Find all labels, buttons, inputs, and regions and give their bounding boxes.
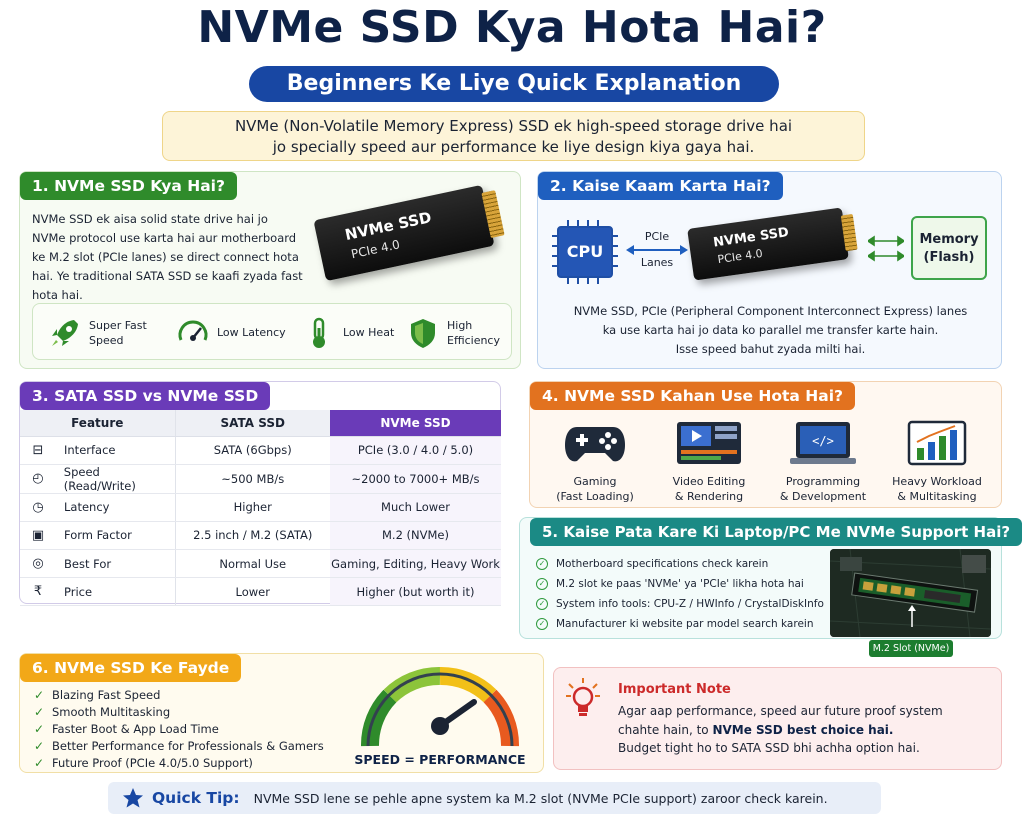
feature-name: Latency [64, 500, 110, 515]
section-use-cases [529, 381, 1002, 508]
use-label: Heavy Workload [892, 475, 982, 488]
section-heading: 5. Kaise Pata Kare Ki Laptop/PC Me NVMe Support Hai? [530, 518, 1022, 546]
check-icon: ✓ [34, 738, 45, 753]
slot-badge: M.2 Slot (NVMe) [869, 640, 953, 657]
use-label: (Fast Loading) [556, 490, 634, 503]
use-label: Gaming [573, 475, 617, 488]
table-row [20, 521, 501, 549]
table-cell-sata: 2.5 inch / M.2 (SATA) [175, 521, 330, 549]
chart-icon [902, 418, 972, 468]
section-heading: 1. NVMe SSD Kya Hai? [20, 172, 237, 200]
motherboard-photo [830, 549, 991, 637]
intro-box [162, 111, 865, 161]
list-item-text: Better Performance for Professionals & Gamers [52, 738, 324, 753]
feature-low-latency [175, 304, 286, 361]
note-highlight: NVMe SSD best choice hai. [712, 722, 894, 737]
list-item [536, 554, 836, 574]
quick-tip-bar [108, 782, 881, 814]
list-item [34, 686, 364, 703]
use-label: & Rendering [674, 490, 744, 503]
table-cell-feature [20, 493, 175, 521]
check-icon: ✓ [34, 687, 45, 702]
table-cell-feature [20, 550, 175, 578]
speedometer-gauge-icon [356, 648, 524, 752]
double-arrows-icon [868, 234, 904, 264]
list-item [536, 574, 836, 594]
check-icon: ✓ [536, 558, 548, 570]
pcie-lanes-label-2 [634, 256, 680, 269]
feature-strip [32, 303, 512, 360]
feature-high-efficiency [405, 304, 500, 361]
check-icon: ✓ [34, 704, 45, 719]
svg-text:</>: </> [812, 434, 834, 448]
feature-low-heat [301, 304, 394, 361]
table-row [20, 436, 501, 464]
section-comparison [19, 381, 501, 604]
feature-label: Efficiency [447, 333, 500, 347]
ssd-label: NVMe SSD [343, 208, 434, 245]
ssd-sublabel: PCIe 4.0 [349, 237, 402, 262]
table-cell-nvme: Gaming, Editing, Heavy Work [330, 550, 501, 578]
rocket-icon [47, 315, 83, 351]
table-row [20, 464, 501, 493]
clock-icon: ◷ [32, 499, 44, 515]
note-text [618, 702, 993, 758]
feature-fast-speed [47, 304, 147, 361]
check-icon: ✓ [34, 755, 45, 770]
feature-label: Speed [89, 333, 124, 347]
note-line: Agar aap performance, speed aur future proof system [618, 704, 943, 718]
ssd-image [313, 185, 494, 281]
list-item-text: M.2 slot ke paas 'NVMe' ya 'PCIe' likha hota hai [556, 578, 804, 590]
text-line: Isse speed bahut zyada milti hai. [675, 342, 866, 356]
table-cell-nvme: ~2000 to 7000+ MB/s [330, 464, 501, 493]
list-item [34, 703, 364, 720]
gauge-icon [175, 315, 211, 351]
double-arrow-icon [626, 244, 688, 256]
use-case-video-editing [654, 418, 764, 504]
use-label: & Multitasking [897, 490, 977, 503]
intro-line: NVMe (Non-Volatile Memory Express) SSD ek high-speed storage drive hai [234, 117, 793, 135]
tip-text: NVMe SSD lene se pehle apne system ka M.2 slot (NVMe PCIe support) zaroor check karein. [253, 790, 828, 806]
list-item [34, 754, 364, 771]
list-item [34, 737, 364, 754]
lightbulb-icon [566, 678, 600, 718]
list-item [536, 614, 836, 634]
feature-label: High [447, 318, 473, 332]
cpu-label: CPU [557, 226, 613, 278]
ssd-label: NVMe SSD [712, 225, 790, 251]
pcie-lanes-label [634, 230, 680, 243]
benefits-list [34, 686, 364, 771]
rupee-icon: ₹ [33, 584, 43, 600]
table-row [20, 578, 501, 606]
table-cell-nvme: M.2 (NVMe) [330, 521, 501, 549]
laptop-code-icon [788, 418, 858, 468]
list-item-text: Blazing Fast Speed [52, 687, 161, 702]
feature-label: Low Latency [217, 326, 286, 339]
table-cell-nvme: PCIe (3.0 / 4.0 / 5.0) [330, 436, 501, 464]
pcie-text: PCIe [644, 230, 670, 243]
important-note [553, 667, 1002, 770]
section-check-support [519, 517, 1011, 639]
comparison-table [20, 410, 501, 606]
use-case-heavy-workload [882, 418, 992, 504]
feature-name: Speed (Read/Write) [63, 464, 136, 493]
drive-icon: ▣ [31, 527, 45, 543]
memory-sublabel: (Flash) [923, 250, 975, 265]
column-header: NVMe SSD [330, 410, 501, 436]
section-heading: 2. Kaise Kaam Karta Hai? [538, 172, 783, 200]
table-cell-nvme: Higher (but worth it) [330, 578, 501, 606]
table-cell-sata: ~500 MB/s [175, 464, 330, 493]
note-line [618, 721, 993, 740]
section-heading: 3. SATA SSD vs NVMe SSD [20, 382, 270, 410]
interface-icon: ⊟ [32, 442, 44, 458]
video-editing-icon [674, 418, 744, 468]
check-icon: ✓ [34, 721, 45, 736]
table-cell-feature [20, 436, 175, 464]
pcie-text: Lanes [640, 256, 674, 269]
memory-flash-box [911, 216, 987, 280]
gamepad-icon [560, 418, 630, 468]
list-item-text: System info tools: CPU-Z / HWInfo / CrystalDiskInfo [556, 598, 824, 610]
thermometer-icon [301, 315, 337, 351]
table-cell-nvme: Much Lower [330, 493, 501, 521]
feature-name: Form Factor [64, 528, 132, 543]
list-item-text: Motherboard specifications check karein [556, 558, 769, 570]
gauge-label: SPEED = PERFORMANCE [354, 752, 526, 767]
list-item-text: Faster Boot & App Load Time [52, 721, 219, 736]
table-cell-sata: Lower [175, 578, 330, 606]
table-cell-feature [20, 521, 175, 549]
use-label: Programming [785, 475, 861, 488]
table-row [20, 550, 501, 578]
table-cell-feature [20, 464, 175, 493]
feature-name: Best For [64, 556, 112, 571]
table-cell-sata: Higher [175, 493, 330, 521]
table-cell-feature [20, 578, 175, 606]
list-item-text: Smooth Multitasking [52, 704, 171, 719]
list-item-text: Future Proof (PCIe 4.0/5.0 Support) [52, 755, 253, 770]
table-cell-sata: Normal Use [175, 550, 330, 578]
use-case-gaming [540, 418, 650, 504]
check-icon: ✓ [536, 578, 548, 590]
section-text: NVMe SSD ek aisa solid state drive hai jo NVMe protocol use karta hai aur motherboard ke M.2 slot (PCIe lanes) se direct connect hota hai. Ye traditional SATA SSD se kaafi zyada fast hota hai. [32, 212, 303, 302]
check-list [536, 554, 836, 634]
section-heading: 4. NVMe SSD Kahan Use Hota Hai? [530, 382, 855, 410]
check-icon: ✓ [536, 598, 548, 610]
page-title: NVMe SSD Kya Hota Hai? [197, 2, 827, 53]
column-header: Feature [20, 410, 175, 436]
list-item-text: Manufacturer ki website par model search karein [556, 618, 814, 630]
ssd-image [687, 207, 849, 280]
note-line-part: chahte hain, to [618, 722, 713, 737]
text-line: NVMe SSD, PCIe (Peripheral Component Interconnect Express) lanes [573, 304, 968, 318]
memory-label: Memory [919, 232, 979, 247]
section-text [538, 302, 1003, 359]
intro-line: jo specially speed aur performance ke liye design kiya gaya hai. [272, 138, 755, 156]
subtitle-banner: Beginners Ke Liye Quick Explanation [249, 66, 779, 102]
feature-label: Low Heat [343, 326, 395, 339]
table-row [20, 493, 501, 521]
list-item [536, 594, 836, 614]
section-heading: 6. NVMe SSD Ke Fayde [20, 654, 241, 682]
note-title: Important Note [618, 682, 731, 697]
cpu-chip [552, 220, 618, 284]
ssd-sublabel: PCIe 4.0 [716, 246, 764, 267]
check-icon: ✓ [536, 618, 548, 630]
column-header: SATA SSD [175, 410, 330, 436]
use-case-programming [768, 418, 878, 504]
star-icon [122, 787, 144, 809]
section-how-it-works [537, 171, 1002, 369]
use-label: & Development [779, 490, 867, 503]
note-line: Budget tight ho to SATA SSD bhi achha option hai. [618, 741, 920, 755]
shield-icon [405, 315, 441, 351]
feature-label: Super Fast [89, 318, 147, 332]
list-item [34, 720, 364, 737]
feature-name: Interface [64, 443, 116, 458]
text-line: ka use karta hai jo data ko parallel me transfer karte hain. [602, 323, 939, 337]
table-cell-sata: SATA (6Gbps) [175, 436, 330, 464]
target-icon: ◎ [32, 556, 44, 572]
feature-name: Price [64, 584, 93, 599]
use-label: Video Editing [672, 475, 746, 488]
tip-title: Quick Tip: [152, 789, 240, 807]
speedometer-icon: ◴ [32, 471, 44, 487]
